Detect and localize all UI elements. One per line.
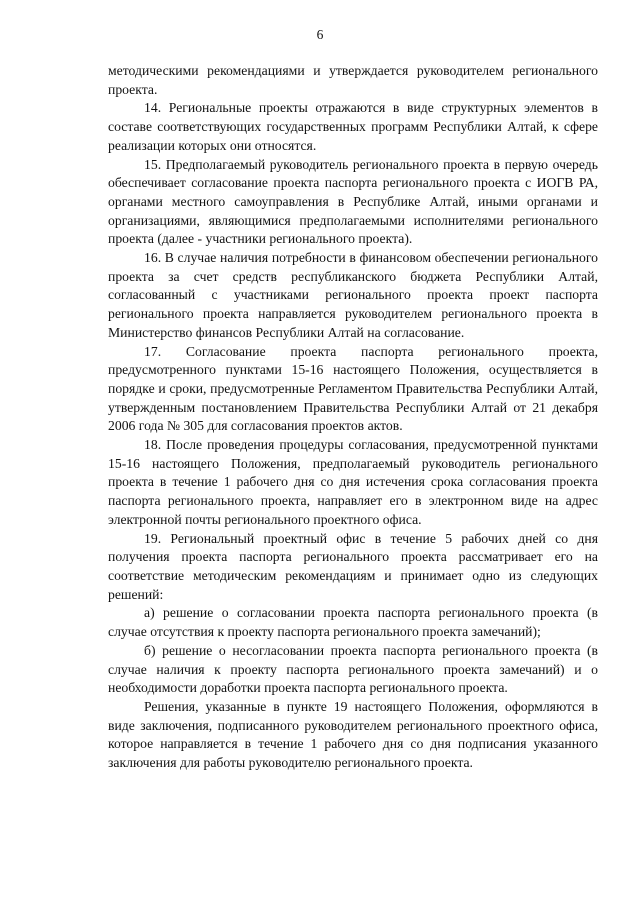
- paragraph-19-b: б) решение о несогласовании проекта паспорта регионального проекта (в случае наличия к проекту паспорта регионального проекта замечаний) и о необходимости доработки проекта паспорта регионального проекта.: [108, 642, 598, 696]
- document-body: [108, 62, 598, 773]
- paragraph-19: 19. Региональный проектный офис в течение 5 рабочих дней со дня получения проекта паспорта регионального проекта рассматривает его на соответствие методическим рекомендациям и принимает одно из следующих решений:: [108, 530, 598, 602]
- paragraph-18: 18. После проведения процедуры согласования, предусмотренной пунктами 15-16 настоящего Положения, предполагаемый руководитель регионального проекта в течение 1 рабочего дня со дня истечения срока согласования проекта паспорта регионального проекта, направляет его в электронном виде на адрес электронной почты регионального проектного офиса.: [108, 437, 598, 527]
- paragraph-16: 16. В случае наличия потребности в финансовом обеспечении регионального проекта за счет средств республиканского бюджета Республики Алтай, согласованный с участниками регионального проекта проект паспорта регионального проекта направляется руководителем регионального проекта в Министерство финансов Республики Алтай на согласование.: [108, 250, 598, 340]
- paragraph-19-a: а) решение о согласовании проекта паспорта регионального проекта (в случае отсутствия к проекту паспорта регионального проекта замечаний);: [108, 605, 598, 640]
- paragraph-14: 14. Региональные проекты отражаются в виде структурных элементов в составе соответствующих государственных программ Республики Алтай, к сфере реализации которых они относятся.: [108, 100, 598, 153]
- page-number: 6: [316, 27, 324, 42]
- paragraph-continuation: методическими рекомендациями и утверждается руководителем регионального проекта.: [108, 63, 598, 97]
- paragraph-17: 17. Согласование проекта паспорта регионального проекта, предусмотренного пунктами 15-16 настоящего Положения, осуществляется в порядке и сроки, предусмотренные Регламентом Правительства Республики Алтай, утвержденным постановлением Правительства Республики Алтай от 21 декабря 2006 года № 305 для согласования проектов актов.: [108, 343, 598, 434]
- paragraph-15: 15. Предполагаемый руководитель регионального проекта в первую очередь обеспечивает согласование проекта паспорта регионального проекта с ИОГВ РА, органами местного самоуправления в Республике Алтай, иными органами и организациями, являющимися предполагаемыми исполнителями регионального проекта (далее - участники регионального проекта).: [108, 156, 598, 247]
- paragraph-decisions: Решения, указанные в пункте 19 настоящего Положения, оформляются в виде заключения, подписанного руководителем регионального проектного офиса, которое направляется в течение 1 рабочего дня со дня подписания указанного заключения для работы руководителю регионального проекта.: [108, 698, 598, 771]
